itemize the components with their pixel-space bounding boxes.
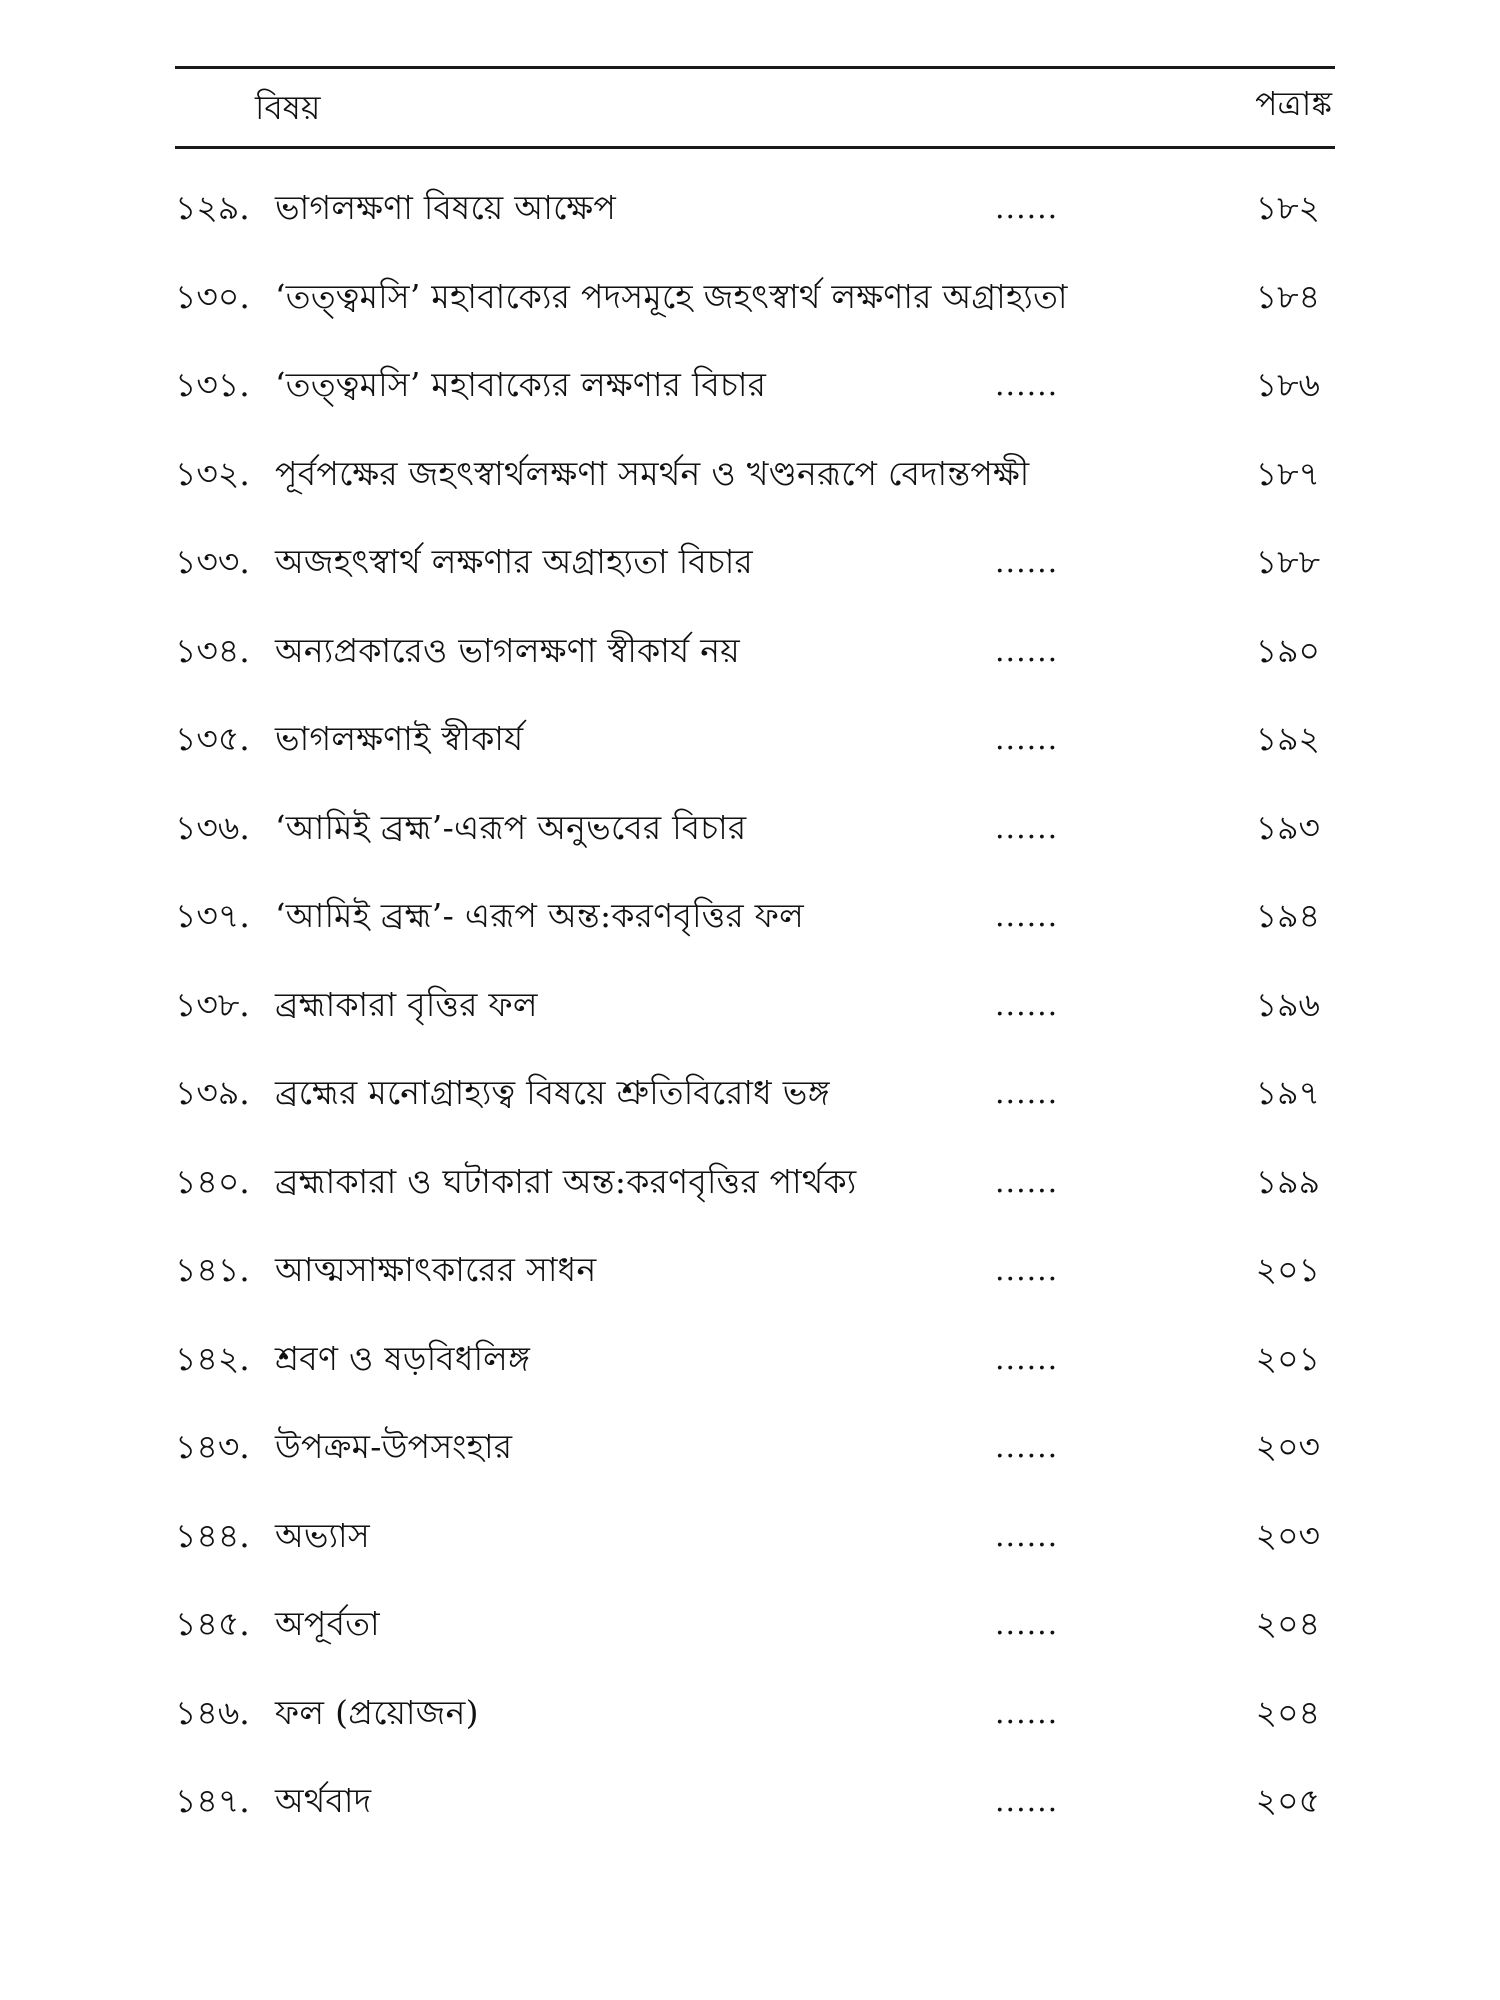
entry-number: ১৪৭. <box>175 1781 250 1820</box>
entry-leader-dots: ...... <box>995 1696 1059 1731</box>
entry-title: ফল (প্রয়োজন) <box>275 1693 479 1732</box>
toc-entry <box>175 267 1335 327</box>
entry-page-number: ২০৩ <box>1255 1427 1320 1466</box>
entry-number: ১৩৪. <box>175 631 250 670</box>
toc-entry <box>175 1771 1335 1831</box>
entry-title: অন্যপ্রকারেও ভাগলক্ষণা স্বীকার্য নয় <box>275 631 740 670</box>
entry-number: ১৩৯. <box>175 1073 250 1112</box>
subject-column-header: বিষয় <box>255 88 321 127</box>
entry-page-number: ২০১ <box>1255 1250 1320 1289</box>
entry-leader-dots: ...... <box>995 722 1059 757</box>
entry-title: পূর্বপক্ষের জহৎস্বার্থলক্ষণা সমর্থন ও খণ্ডনরূপে বেদান্তপক্ষী <box>275 454 1030 493</box>
toc-entry <box>175 975 1335 1035</box>
entry-number: ১৩৬. <box>175 808 250 847</box>
entry-number: ১৩০. <box>175 277 250 316</box>
entry-leader-dots: ...... <box>995 1076 1059 1111</box>
toc-entry <box>175 798 1335 858</box>
entry-page-number: ১৯২ <box>1255 719 1320 758</box>
toc-entry <box>175 355 1335 415</box>
toc-entry <box>175 1506 1335 1566</box>
toc-entry <box>175 178 1335 238</box>
entry-leader-dots: ...... <box>995 811 1059 846</box>
entry-title: ‘তত্ত্বমসি’ মহাবাক্যের লক্ষণার বিচার <box>275 365 767 404</box>
entry-page-number: ২০৪ <box>1255 1604 1320 1643</box>
entry-page-number: ১৯৪ <box>1255 896 1320 935</box>
entry-number: ১৩৮. <box>175 985 250 1024</box>
entry-title: ব্রহ্মাকারা ও ঘটাকারা অন্ত:করণবৃত্তির পার্থক্য <box>275 1162 857 1201</box>
entry-page-number: ১৮৭ <box>1255 454 1320 493</box>
entry-leader-dots: ...... <box>995 1253 1059 1288</box>
entry-number: ১৪৬. <box>175 1693 250 1732</box>
entry-leader-dots: ...... <box>995 1165 1059 1200</box>
toc-entry <box>175 444 1335 504</box>
entry-page-number: ২০৪ <box>1255 1693 1320 1732</box>
entry-page-number: ২০৫ <box>1255 1781 1320 1820</box>
entry-leader-dots: ...... <box>995 1784 1059 1819</box>
entry-title: ব্রহ্মের মনোগ্রাহ্যত্ব বিষয়ে শ্রুতিবিরোধ ভঙ্গ <box>275 1073 830 1112</box>
entry-page-number: ১৯৭ <box>1255 1073 1320 1112</box>
toc-entry <box>175 1240 1335 1300</box>
entry-leader-dots: ...... <box>995 988 1059 1023</box>
entry-number: ১৩৩. <box>175 542 250 581</box>
entry-leader-dots: ...... <box>995 368 1059 403</box>
entry-number: ১২৯. <box>175 188 250 227</box>
entry-number: ১৪৫. <box>175 1604 250 1643</box>
entry-page-number: ১৯৩ <box>1255 808 1320 847</box>
page-number-column-header: পত্রাঙ্ক <box>1255 84 1332 123</box>
entry-number: ১৩২. <box>175 454 250 493</box>
toc-entry <box>175 621 1335 681</box>
entry-title: ভাগলক্ষণাই স্বীকার্য <box>275 719 524 758</box>
toc-entry <box>175 1063 1335 1123</box>
entry-leader-dots: ...... <box>995 191 1059 226</box>
entry-page-number: ১৯০ <box>1255 631 1320 670</box>
entry-title: ব্রহ্মাকারা বৃত্তির ফল <box>275 985 538 1024</box>
entry-leader-dots: ...... <box>995 545 1059 580</box>
entry-title: অর্থবাদ <box>275 1781 372 1820</box>
entry-number: ১৪৩. <box>175 1427 250 1466</box>
entry-title: ভাগলক্ষণা বিষয়ে আক্ষেপ <box>275 188 617 227</box>
entry-page-number: ১৮৮ <box>1255 542 1320 581</box>
toc-entry <box>175 1329 1335 1389</box>
entry-page-number: ১৮৬ <box>1255 365 1320 404</box>
entry-leader-dots: ...... <box>995 1430 1059 1465</box>
entry-page-number: ২০৩ <box>1255 1516 1320 1555</box>
toc-entry <box>175 709 1335 769</box>
entry-number: ১৩৫. <box>175 719 250 758</box>
toc-entry <box>175 1152 1335 1212</box>
entry-page-number: ১৯৬ <box>1255 985 1320 1024</box>
entry-number: ১৪২. <box>175 1339 250 1378</box>
entry-leader-dots: ...... <box>995 1519 1059 1554</box>
entry-leader-dots: ...... <box>995 634 1059 669</box>
entry-title: অপূর্বতা <box>275 1604 380 1643</box>
entry-title: ‘আমিই ব্রহ্ম’-এরূপ অনুভবের বিচার <box>275 808 747 847</box>
entry-leader-dots: ...... <box>995 899 1059 934</box>
toc-entry <box>175 1594 1335 1654</box>
entry-number: ১৩৭. <box>175 896 250 935</box>
toc-entry <box>175 1683 1335 1743</box>
entry-title: ‘তত্ত্বমসি’ মহাবাক্যের পদসমূহে জহৎস্বার্থ লক্ষণার অগ্রাহ্যতা <box>275 277 1068 316</box>
entry-page-number: ১৯৯ <box>1255 1162 1320 1201</box>
entry-page-number: ১৮৪ <box>1255 277 1320 316</box>
entry-number: ১৪১. <box>175 1250 250 1289</box>
entry-page-number: ১৮২ <box>1255 188 1320 227</box>
entry-leader-dots: ...... <box>995 1342 1059 1377</box>
toc-entry <box>175 886 1335 946</box>
entry-number: ১৪০. <box>175 1162 250 1201</box>
toc-entry <box>175 532 1335 592</box>
entry-title: আত্মসাক্ষাৎকারের সাধন <box>275 1250 597 1289</box>
entry-page-number: ২০১ <box>1255 1339 1320 1378</box>
entry-number: ১৪৪. <box>175 1516 250 1555</box>
toc-entry <box>175 1417 1335 1477</box>
entry-title: অভ্যাস <box>275 1516 371 1555</box>
entry-title: উপক্রম-উপসংহার <box>275 1427 513 1466</box>
entry-title: ‘আমিই ব্রহ্ম’- এরূপ অন্ত:করণবৃত্তির ফল <box>275 896 805 935</box>
entry-leader-dots: ...... <box>995 1607 1059 1642</box>
entry-title: অজহৎস্বার্থ লক্ষণার অগ্রাহ্যতা বিচার <box>275 542 754 581</box>
entry-title: শ্রবণ ও ষড়বিধলিঙ্গ <box>275 1339 531 1378</box>
entry-number: ১৩১. <box>175 365 250 404</box>
